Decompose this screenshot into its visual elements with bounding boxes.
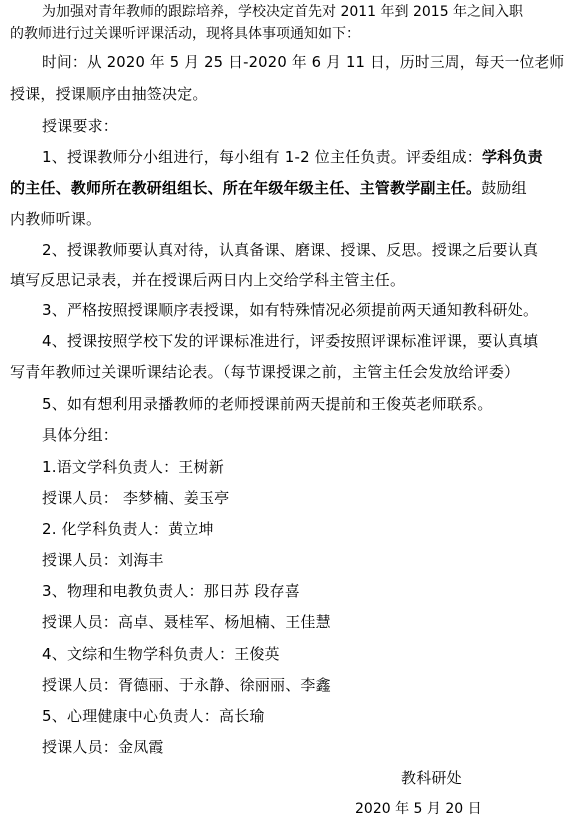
group-5-head: 5、心理健康中心负责人：高长瑜 <box>42 707 265 725</box>
group-1-head: 1.语文学科负责人：王树新 <box>42 458 224 476</box>
time-line-1: 时间：从 2020 年 5 月 25 日-2020 年 6 月 11 日，历时三周，每天一位老师 <box>42 54 565 71</box>
req1-line-1 <box>42 147 543 167</box>
req3-line: 3、严格按照授课顺序表授课，如有特殊情况必须提前两天通知教科研处。 <box>42 301 539 319</box>
intro-line-1: 为加强对青年教师的跟踪培养，学校决定首先对 2011 年到 2015 年之间入职 <box>42 4 524 20</box>
intro-line-2: 的教师进行过关课听评课活动，现将具体事项通知如下： <box>10 26 360 42</box>
req4-line-1: 4、授课按照学校下发的评课标准进行，评委按照评课标准评课，要认真填 <box>42 332 539 350</box>
group-1-members: 授课人员： 李梦楠、姜玉亭 <box>42 489 230 507</box>
group-5-members: 授课人员：金凤霞 <box>42 738 164 756</box>
group-2-members: 授课人员：刘海丰 <box>42 551 164 569</box>
group-3-head: 3、物理和电教负责人：那日苏 段存喜 <box>42 582 300 600</box>
req4-line-2: 写青年教师过关课听课结论表。（每节课授课之前，主管主任会发放给评委） <box>10 363 520 381</box>
group-4-head: 4、文综和生物学科负责人：王俊英 <box>42 645 280 663</box>
req2-line-2: 填写反思记录表，并在授课后两日内上交给学科主管主任。 <box>10 271 406 289</box>
req1-line-2 <box>10 178 527 198</box>
req5-line: 5、如有想利用录播教师的老师授课前两天提前和王俊英老师联系。 <box>42 395 493 413</box>
req2-line-1: 2、授课教师要认真对待，认真备课、磨课、授课、反思。授课之后要认真 <box>42 241 539 259</box>
req1-line-1-normal: 1、授课教师分小组进行，每小组有 1-2 位主任负责。评委组成： <box>42 148 482 166</box>
group-4-members: 授课人员：胥德丽、于永静、徐丽丽、李鑫 <box>42 676 331 694</box>
time-line-2: 授课，授课顺序由抽签决定。 <box>10 85 208 103</box>
req1-line-3: 内教师听课。 <box>10 210 102 228</box>
signature-date: 2020 年 5 月 20 日 <box>355 801 482 817</box>
requirements-heading: 授课要求： <box>42 117 119 135</box>
req1-line-1-bold: 学科负责 <box>481 148 543 166</box>
signature-org: 教科研处 <box>401 769 462 787</box>
groups-heading: 具体分组： <box>42 426 119 444</box>
req1-line-2-normal: 鼓励组 <box>481 179 527 197</box>
req1-line-2-bold: 的主任、教师所在教研组组长、所在年级年级主任、主管教学副主任。 <box>10 179 482 197</box>
group-3-members: 授课人员：高卓、聂桂军、杨旭楠、王佳慧 <box>42 613 331 631</box>
group-2-head: 2. 化学科负责人：黄立坤 <box>42 520 214 538</box>
